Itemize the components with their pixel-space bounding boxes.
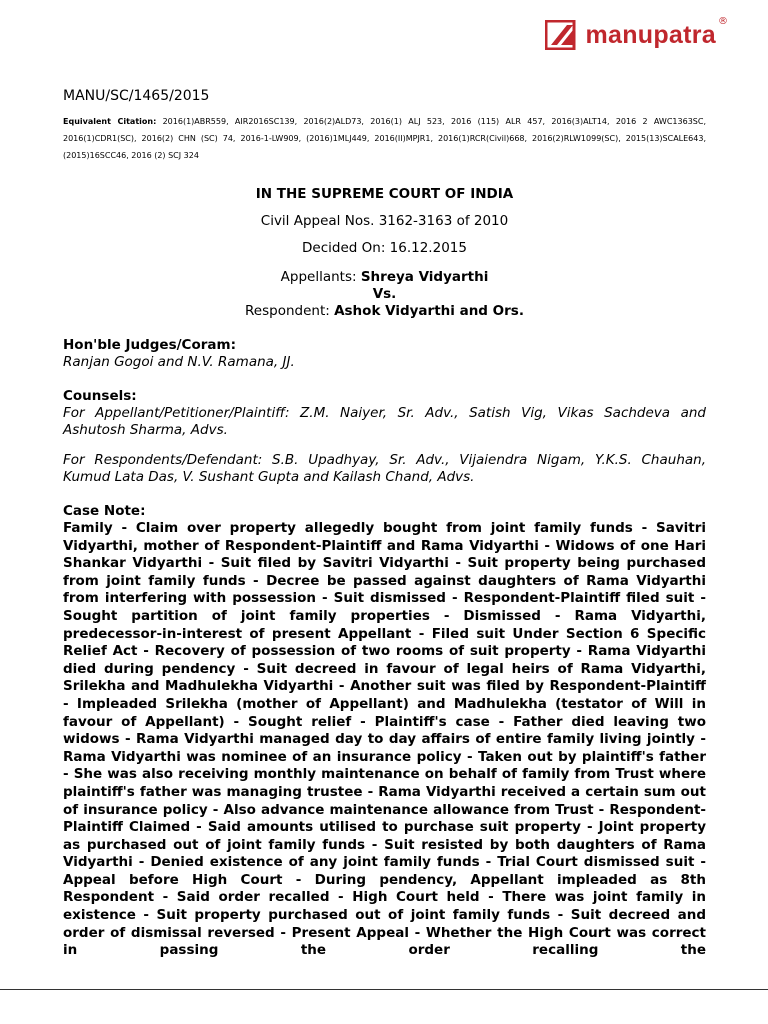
parties: [63, 269, 706, 320]
judges-heading: Hon'ble Judges/Coram:: [63, 337, 236, 353]
document-body: [63, 88, 706, 960]
appellants-label: Appellants:: [280, 269, 361, 285]
citation-label: Equivalent Citation:: [63, 117, 157, 126]
manupatra-logo-text: manupatra: [585, 20, 716, 49]
court-name: IN THE SUPREME COURT OF INDIA: [255, 186, 514, 202]
counsels-heading: Counsels:: [63, 388, 137, 404]
judges-names: Ranjan Gogoi and N.V. Ramana, JJ.: [63, 354, 295, 370]
manu-id: MANU/SC/1465/2015: [63, 88, 210, 104]
case-note-heading: Case Note:: [63, 503, 146, 519]
respondent-name: Ashok Vidyarthi and Ors.: [334, 303, 524, 319]
respondent-line: [63, 303, 706, 320]
versus: Vs.: [372, 286, 397, 302]
counsel-respondent: For Respondents/Defendant: S.B. Upadhyay, Sr. Adv., Vijaiendra Nigam, Y.K.S. Chauhan, Kumud Lata Das, V. Sushant Gupta and Kailash Chand, Advs.: [63, 452, 706, 485]
footer-divider: [0, 989, 768, 990]
manupatra-logo: [545, 16, 728, 50]
appeal-number: Civil Appeal Nos. 3162-3163 of 2010: [260, 213, 509, 229]
appellants-line: [63, 269, 706, 286]
versus-line: [63, 286, 706, 303]
citation-text: 2016(1)ABR559, AIR2016SC139, 2016(2)ALD73, 2016(1) ALJ 523, 2016 (115) ALR 457, 2016(3)ALT14, 2016 2 AWC1363SC, 2016(1)CDR1(SC), 2016(2) CHN (SC) 74, 2016-1-LW909, (2016)1MLJ449, 2016(II)MPJR1, 2016(1)RCR(Civil)668, 2016(2)RLW1099(SC), 2015(13)SCALE643, (2015)16SCC46, 2016 (2) SCJ 324: [63, 117, 706, 160]
decided-date: Decided On: 16.12.2015: [302, 240, 467, 256]
respondent-label: Respondent:: [245, 303, 335, 319]
appellants-name: Shreya Vidyarthi: [360, 269, 489, 285]
manupatra-logo-icon: [545, 20, 579, 50]
case-note-text: Family - Claim over property allegedly bought from joint family funds - Savitri Vidyarthi, mother of Respondent-Plaintiff and Rama Vidyarthi - Widows of one Hari Shankar Vidyarthi - Suit filed by Savitri Vidyarthi - Suit property being purchased from joint family funds - Decree be passed against daughters of Rama Vidyarthi from interfering with possession - Suit dismissed - Respondent-Plaintiff filed suit - Sought partition of joint family properties - Dismissed - Rama Vidyarthi, predecessor-in-interest of present Appellant - Filed suit Under Section 6 Specific Relief Act - Recovery of possession of two rooms of suit property - Rama Vidyarthi died during pendency - Suit decreed in favour of legal heirs of Rama Vidyarthi, Srilekha and Madhulekha Vidyarthi - Another suit was filed by Respondent-Plaintiff - Impleaded Srilekha (mother of Appellant) and Madhulekha (testator of Will in favour of Appellant) - Sought relief - Plaintiff's case - Father died leaving two widows - Rama Vidyarthi managed day to day affairs of entire family living jointly - Rama Vidyarthi was nominee of an insurance policy - Taken out by plaintiff's father - She was also receiving monthly maintenance on behalf of family from Trust where plaintiff's father was managing trustee - Rama Vidyarthi received a certain sum out of insurance policy - Also advance maintenance allowance from Trust - Respondent-Plaintiff Claimed - Said amounts utilised to purchase suit property - Joint property as purchased out of joint family funds - Suit resisted by both daughters of Rama Vidyarthi - Denied existence of any joint family funds - Trial Court dismissed suit - Appeal before High Court - During pendency, Appellant impleaded as 8th Respondent - Said order recalled - High Court held - There was joint family in existence - Suit property purchased out of joint family funds - Suit decreed and order of dismissal reversed - Present Appeal - Whether the High Court was correct in passing the order recalling the: [63, 520, 706, 959]
registered-mark: ®: [718, 16, 728, 27]
counsel-appellant: For Appellant/Petitioner/Plaintiff: Z.M. Naiyer, Sr. Adv., Satish Vig, Vikas Sachdeva and Ashutosh Sharma, Advs.: [63, 405, 706, 438]
equivalent-citation: [63, 113, 706, 164]
